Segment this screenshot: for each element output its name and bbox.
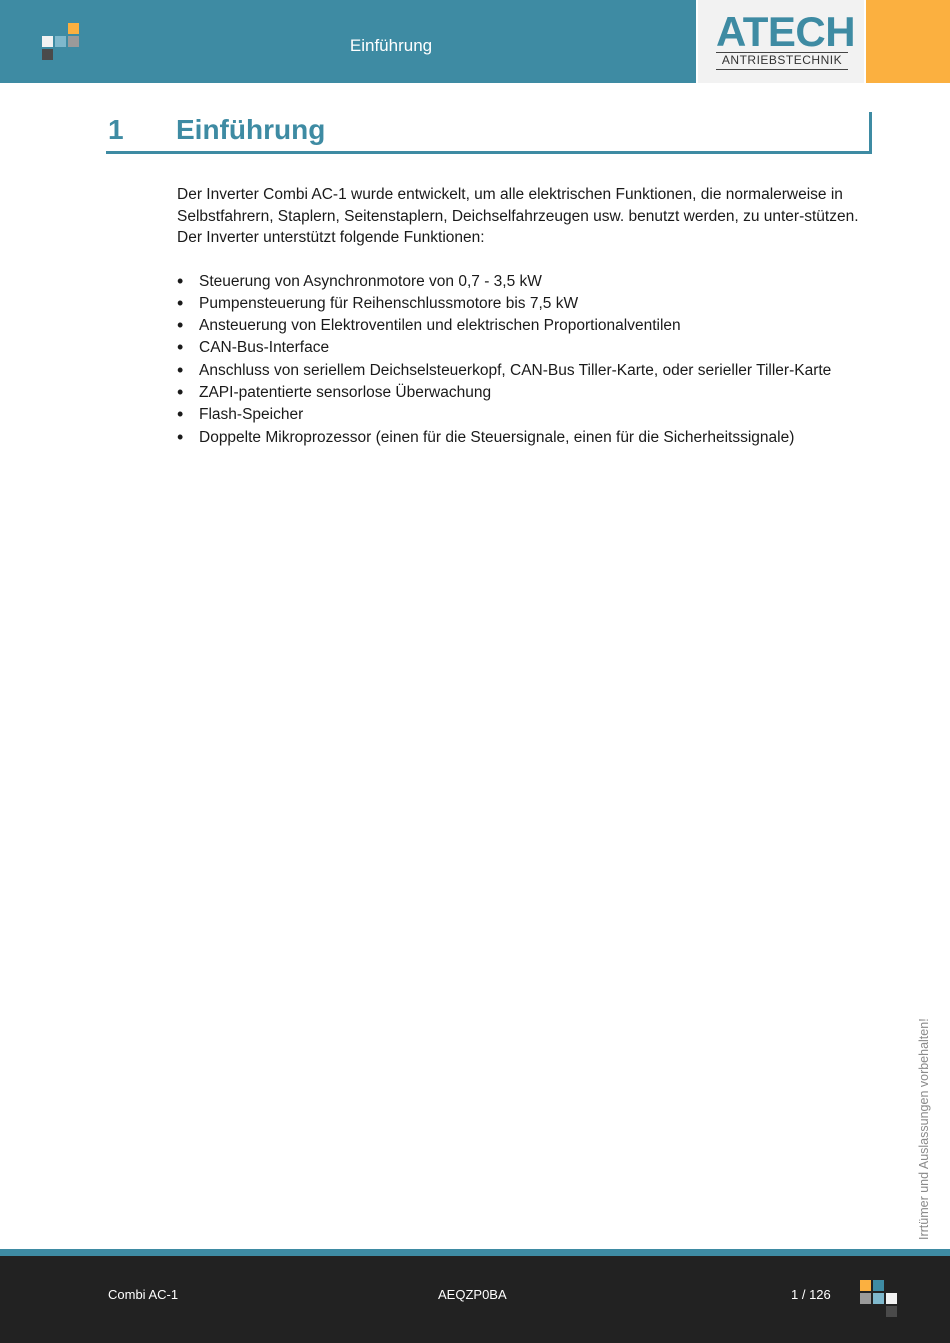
- footer-divider: [0, 1249, 950, 1256]
- list-item: • Pumpensteuerung für Reihenschlussmotore bis 7,5 kW: [177, 293, 867, 315]
- chapter-heading: [106, 112, 872, 154]
- intro-paragraph: Der Inverter Combi AC-1 wurde entwickelt, um alle elektrischen Funktionen, die normalerweise in Selbstfahrern, Staplern, Seitenstaplern, Deichselfahrzeugen usw. benutzt werden, zu unter-stützen.: [177, 186, 859, 225]
- intro-text: [177, 184, 867, 249]
- chapter-number: 1: [108, 114, 124, 145]
- footer-doc-code: AEQZP0BA: [438, 1287, 507, 1302]
- header-accent-block: [866, 0, 950, 83]
- list-item: • Flash-Speicher: [177, 404, 867, 426]
- chapter-title: Einführung: [176, 114, 326, 145]
- list-item: • Doppelte Mikroprozessor (einen für die Steuersignale, einen für die Sicherheitssignale): [177, 427, 867, 449]
- feature-list: [177, 271, 867, 449]
- footer-product: Combi AC-1: [108, 1287, 179, 1302]
- header-title: Einführung: [349, 36, 433, 55]
- brand-subtitle: ANTRIEBSTECHNIK: [716, 52, 848, 70]
- list-item: • Anschluss von seriellem Deichselsteuerkopf, CAN-Bus Tiller-Karte, oder serieller Tiller-Karte: [177, 360, 867, 382]
- list-item: • Ansteuerung von Elektroventilen und elektrischen Proportionalventilen: [177, 315, 867, 337]
- intro-lead-in: Der Inverter unterstützt folgende Funktionen:: [177, 229, 485, 246]
- footer-page-number: 1 / 126: [791, 1287, 831, 1302]
- body-content: [177, 184, 867, 449]
- page-header: [0, 0, 950, 83]
- brand-logo: ATECH: [716, 8, 856, 55]
- list-item: • Steuerung von Asynchronmotore von 0,7 - 3,5 kW: [177, 271, 867, 293]
- list-item: • CAN-Bus-Interface: [177, 337, 867, 359]
- list-item: • ZAPI-patentierte sensorlose Überwachung: [177, 382, 867, 404]
- disclaimer-note: Irrtümer und Auslassungen vorbehalten!: [917, 1018, 931, 1240]
